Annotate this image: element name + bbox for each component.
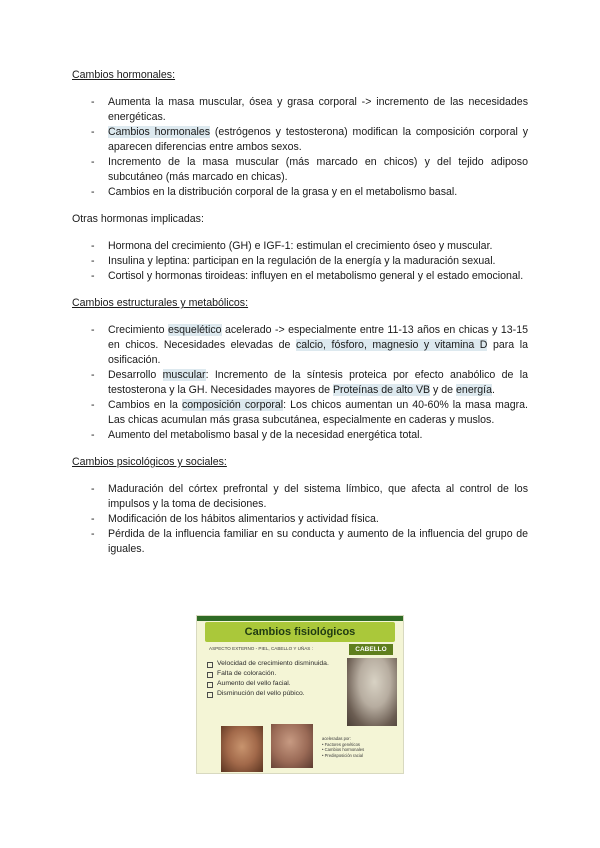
skin-photo [271,724,313,768]
checkbox-bullet-icon [207,672,213,678]
gray-hair-photo [347,658,397,726]
slide-footnote-line: • Cambios hormonales [322,747,365,752]
section-title-otras: Otras hormonas implicadas: [72,213,204,225]
section-title-estructurales: Cambios estructurales y metabólicos: [72,297,249,309]
highlighted-text: Cambios hormonales [108,126,211,138]
item-text: Crecimiento [108,324,168,336]
list-psicologicos [72,482,528,557]
list-item: - Cortisol y hormonas tiroideas: influyen en el metabolismo general y el estado emocional. [72,269,528,284]
list-item: - Incremento de la masa muscular (más marcado en chicos) y del tejido adiposo subcutáneo (más marcado en chicas). [72,155,528,185]
document-body [72,68,528,569]
item-text: . [491,384,495,396]
list-item: - Cambios en la distribución corporal de la grasa y en el metabolismo basal. [72,185,528,200]
list-item: - Maduración del córtex prefrontal y del sistema límbico, que afecta al control de los impulsos y la toma de decisiones. [72,482,528,512]
list-estructurales [72,323,528,443]
checkbox-bullet-icon [207,692,213,698]
highlighted-text: energía [456,384,492,396]
slide-bullet [207,660,347,668]
list-item: - Hormona del crecimiento (GH) e IGF-1: estimulan el crecimiento óseo y muscular. [72,239,528,254]
slide-bullet [207,680,347,688]
list-otras [72,239,528,284]
item-text: para la osificación. [108,339,528,366]
slide-bullet-text: Disminución del vello púbico. [217,690,305,697]
item-text: Cambios en la [108,399,182,411]
slide-image [196,615,404,774]
item-text: y de [430,384,457,396]
slide-tag: CABELLO [349,644,393,655]
highlighted-text: esquelético [167,324,222,336]
list-item [72,398,528,428]
item-text: acelerado -> especialmente entre 11-13 años en chicas y 13-15 en chicos. Necesidades elevadas de [108,324,528,351]
slide-top-bar [197,616,403,621]
highlighted-text: Proteínas de alto VB [332,384,431,396]
elderly-face-photo [221,726,263,772]
list-item: - Pérdida de la influencia familiar en su conducta y aumento de la influencia del grupo de iguales. [72,527,528,557]
checkbox-bullet-icon [207,682,213,688]
list-item: - Aumento del metabolismo basal y de la necesidad energética total. [72,428,528,443]
slide-footnote-line: • Factores genéticos [322,741,361,747]
item-text: (estrógenos y testosterona) modifican la composición corporal y aparecen diferencias entre ambos sexos. [108,126,528,153]
highlighted-text: muscular [162,369,206,381]
highlighted-text: calcio, fósforo, magnesio y vitamina D [295,339,488,351]
checkbox-bullet-icon [207,662,213,668]
slide-bullet-text: Velocidad de crecimiento disminuida. [217,660,329,667]
list-item [72,368,528,398]
list-hormonales [72,95,528,200]
slide-footnote [322,736,400,758]
item-text: : Incremento de la síntesis proteica por efecto anabólico de la testosterona y la GH. Necesidades mayores de [108,369,528,396]
slide-subtitle: ASPECTO EXTERNO - PIEL, CABELLO Y UÑAS : [209,646,313,651]
list-item [72,125,528,155]
section-title-hormonales: Cambios hormonales: [72,69,176,81]
slide-bullet-list [207,660,347,700]
slide-bullet [207,690,347,698]
list-item: - Modificación de los hábitos alimentarios y actividad física. [72,512,528,527]
slide-bullet-text: Aumento del vello facial. [217,680,291,687]
slide-bullet [207,670,347,678]
slide-title: Cambios fisiológicos [244,626,356,638]
list-item: - Insulina y leptina: participan en la regulación de la energía y la maduración sexual. [72,254,528,269]
slide-footnote-line: aceleradas por: [322,736,351,741]
list-item: - Aumenta la masa muscular, ósea y grasa corporal -> incremento de las necesidades energéticas. [72,95,528,125]
item-text: Desarrollo [108,369,163,381]
list-item [72,323,528,368]
item-text: : Los chicos aumentan un 40-60% la masa magra. Las chicas acumulan más grasa subcutánea, especialmente en caderas y muslos. [108,399,528,426]
section-title-psicologicos: Cambios psicológicos y sociales: [72,456,227,468]
highlighted-text: composición corporal [181,399,284,411]
slide-bullet-text: Falta de coloración. [217,670,277,677]
slide-footnote-line: • Predisposición racial [322,752,364,758]
